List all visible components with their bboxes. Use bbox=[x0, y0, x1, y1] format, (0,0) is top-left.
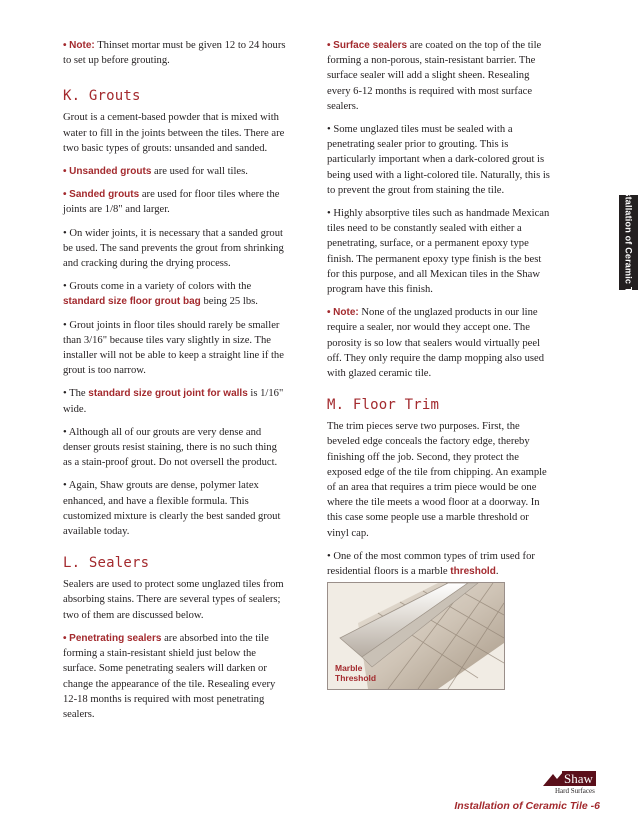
grout-intro-paragraph: Grout is a cement-based powder that is mixed with water to fill in the joints between the tiles. There are two basic types of grouts: unsanded and sanded. bbox=[63, 112, 285, 154]
wall-joint-label: standard size grout joint for walls bbox=[88, 388, 248, 400]
grout-joints-paragraph: • Grout joints in floor tiles should rarely be smaller than 3/16" because tiles vary slightly in size. The installer will not be able to keep a straight line if the grout is too narrow. bbox=[63, 319, 284, 377]
mexican-tiles-paragraph: • Highly absorptive tiles such as handmade Mexican tiles need to be constantly sealed with either a penetrating, surface, or a permanent epoxy type finish. The permanent epoxy type finish is the best for this purpose, and all Mexican tiles in the Shaw program have this finish. bbox=[327, 208, 550, 296]
shaw-logo-mark-icon bbox=[543, 772, 563, 786]
note-paragraph: • Note: Thinset mortar must be given 12 to 24 hours to set up before grouting. bbox=[63, 40, 286, 67]
threshold-label: threshold bbox=[450, 566, 496, 578]
shaw-logo: Shaw Hard Surfaces bbox=[543, 772, 603, 796]
heading-grouts: K. Grouts bbox=[63, 88, 141, 105]
note2-label: Note: bbox=[333, 307, 359, 319]
unsanded-paragraph: • Unsanded grouts are used for wall tiles. bbox=[63, 166, 248, 178]
section-side-tab: Installation of Ceramic Tile bbox=[619, 195, 638, 290]
surface-sealers-paragraph: • Surface sealers are coated on the top of the tile forming a non-porous, stain-resistant barrier. The surface sealer will add a slight sheen. Resealing every 6-12 months is required with most surface sealers. bbox=[327, 40, 542, 112]
heading-floor-trim: M. Floor Trim bbox=[327, 397, 440, 414]
note-label: Note: bbox=[69, 40, 95, 51]
penetrating-paragraph: • Penetrating sealers are absorbed into the tile forming a stain-resistant shield just below the surface. Some penetrating sealers will darken or change the appearance of the tile. Resealing every 12-18 months is required with most penetrating sealers. bbox=[63, 632, 276, 720]
surface-sealers-label: Surface sealers bbox=[333, 40, 408, 51]
page-footer: Installation of Ceramic Tile -6 bbox=[454, 800, 600, 812]
trim-paragraph: The trim pieces serve two purposes. First, the beveled edge conceals the factory edge, thereby finishing off the job. Second, they protect the exposed edge of the tile from chipping. An example of an area that requires a trim piece would be one where the tile meets a wood floor at a doorway. In this case some people use a marble threshold or vinyl cap. bbox=[327, 421, 547, 539]
penetrating-label: Penetrating sealers bbox=[69, 632, 162, 644]
unsanded-label: Unsanded grouts bbox=[69, 166, 152, 178]
sealers-intro-paragraph: Sealers are used to protect some unglazed tiles from absorbing stains. There are several types of sealers; two of them are discussed below. bbox=[63, 579, 284, 621]
left-column bbox=[63, 38, 287, 730]
threshold-paragraph: • One of the most common types of trim used for residential floors is a marble threshold. bbox=[327, 550, 535, 578]
right-column bbox=[327, 38, 551, 587]
note2-paragraph: • Note: None of the unglazed products in our line require a sealer, nor would they accept one. The porosity is so low that sealers would virtually peel off. They only require the damp mopping also used with glazed ceramic tile. bbox=[327, 307, 545, 380]
unglazed-paragraph: • Some unglazed tiles must be sealed with a penetrating sealer prior to grouting. This is particularly important when a dark-colored grout is being used with a light-colored tile. Naturally, this is to prevent the grout from staining the tile. bbox=[327, 124, 550, 196]
shaw-grout-paragraph: • Again, Shaw grouts are dense, polymer latex enhanced, and have a flexible formula. This customized mixture is clearly the best sanded grout available today. bbox=[63, 480, 281, 538]
wider-joints-paragraph: • On wider joints, it is necessary that a sanded grout be used. The sand prevents the grout from shrinking and cracking during the drying process. bbox=[63, 227, 284, 270]
wall-joint-paragraph: • The standard size grout joint for walls is 1/16" wide. bbox=[63, 388, 284, 415]
grout-colors-paragraph: • Grouts come in a variety of colors with the standard size floor grout bag being 25 lbs. bbox=[63, 281, 258, 308]
grout-bag-label: standard size floor grout bag bbox=[63, 296, 201, 308]
photo-caption: Marble Threshold bbox=[335, 663, 377, 683]
sanded-label: Sanded grouts bbox=[69, 189, 140, 201]
dense-grout-paragraph: • Although all of our grouts are very dense and denser grouts resist staining, there is no such thing as a stain-proof grout. Do not oversell the product. bbox=[63, 426, 278, 469]
heading-sealers: L. Sealers bbox=[63, 555, 150, 572]
marble-threshold-photo bbox=[327, 582, 505, 690]
sanded-paragraph: • Sanded grouts are used for floor tiles where the joints are 1/8" and larger. bbox=[63, 189, 280, 216]
